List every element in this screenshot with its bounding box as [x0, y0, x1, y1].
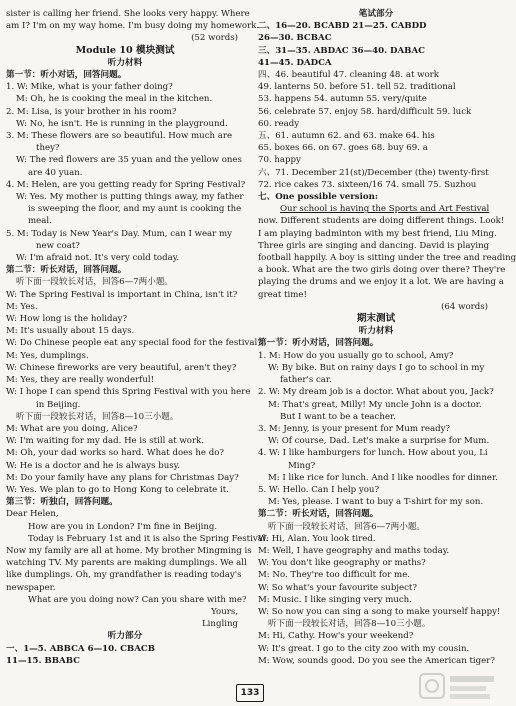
text-line: newspaper.: [6, 582, 56, 593]
text-line: 49. lanterns 50. before 51. tell 52. traditional: [258, 82, 456, 93]
text-line: M: I like rice for lunch. And I like noodles for dinner.: [268, 472, 498, 483]
text-line: 第二节：听长对话，回答问题。: [6, 265, 127, 276]
text-line: M: Wow, sounds good. Do you see the American tiger?: [258, 655, 495, 666]
text-line: a book. What are the two girls doing over there? They're: [258, 265, 506, 276]
text-line: 4. W: I like hamburgers for lunch. How about you, Li: [258, 448, 488, 459]
text-line: M: It's usually about 15 days.: [6, 326, 135, 337]
text-line: W: Of course, Dad. Let's make a surprise for Mum.: [268, 436, 490, 447]
text-line: 听力材料: [358, 326, 394, 337]
text-line: 第一节：听小对话，回答问题。: [258, 338, 379, 349]
text-line: (64 words): [441, 301, 488, 312]
text-line: 二、16—20. BCABD 21—25. CABDD: [258, 21, 427, 32]
text-line: M: No. They're too difficult for me.: [258, 570, 411, 581]
text-line: W: Chinese fireworks are very beautiful, aren't they?: [6, 362, 237, 373]
text-line: great time!: [258, 289, 307, 300]
text-line: 第二节：听长对话，回答问题。: [258, 509, 379, 520]
text-line: M: Yes, dumplings.: [6, 350, 89, 361]
text-line: Dear Helen,: [6, 509, 59, 520]
left-column: [6, 8, 269, 667]
text-line: W: He is a doctor and he is always busy.: [6, 460, 181, 471]
text-line: 1. W: Mike, what is your father doing?: [6, 82, 173, 93]
text-line: Module 10 模块测试: [75, 44, 175, 56]
text-line: M: Yes, they are really wonderful!: [6, 375, 155, 386]
text-line: M: Oh, he is cooking the meal in the kitchen.: [16, 94, 213, 105]
text-line: Our school is having the Sports and Art Festival: [280, 204, 490, 215]
text-line: playing the drums and we enjoy it a lot. We are having a: [258, 277, 504, 288]
watermark-logo-icon: [418, 670, 498, 704]
text-line: W: It's great. I go to the city zoo with my cousin.: [258, 643, 470, 654]
text-line: they?: [36, 143, 60, 154]
page-number: 133: [236, 684, 264, 702]
text-line: Three girls are singing and dancing. David is playing: [258, 240, 490, 251]
text-line: How are you in London? I'm fine in Beijing.: [28, 521, 218, 532]
text-line: M: What are you doing, Alice?: [6, 423, 138, 434]
text-line: Now my family are all at home. My brother Mingming is: [6, 545, 252, 556]
text-line: W: You don't like geography or maths?: [258, 558, 426, 569]
text-line: W: By bike. But on rainy days I go to school in my: [268, 362, 485, 373]
text-line: 5. M: Today is New Year's Day. Mum, can I wear my: [6, 228, 233, 239]
text-line: 三、31—35. ABDAC 36—40. DABAC: [258, 45, 425, 56]
text-line: 1. M: How do you usually go to school, Amy?: [258, 350, 454, 361]
text-line: W: So now you can sing a song to make yourself happy!: [258, 606, 501, 617]
text-line: M: Yes.: [6, 301, 38, 312]
text-line: 56. celebrate 57. enjoy 58. hard/difficult 59. luck: [258, 106, 472, 117]
text-line: 期末测试: [356, 313, 396, 325]
text-line: like dumplings. Oh, my grandfather is reading today's: [6, 570, 242, 581]
text-line: But I want to be a teacher.: [280, 411, 396, 422]
right-column: [258, 8, 516, 667]
text-line: 听力部分: [107, 631, 143, 642]
text-line: 听下面一段较长对话，回答8—10三小题。: [16, 411, 179, 422]
text-line: watching TV. My parents are making dumplings. We all: [6, 558, 247, 569]
text-line: now. Different students are doing different things. Look!: [258, 216, 505, 227]
text-line: W: The red flowers are 35 yuan and the yellow ones: [16, 155, 242, 166]
text-line: are 40 yuan.: [28, 167, 83, 178]
text-line: Lingling: [201, 619, 238, 630]
text-line: 4. M: Helen, are you getting ready for Spring Festival?: [6, 179, 246, 190]
text-line: M: Oh, your dad works so hard. What does he do?: [6, 448, 224, 459]
text-line: 一、1—5. ABBCA 6—10. CBACB: [6, 643, 155, 654]
text-line: 听下面一段较长对话，回答6—7两小题。: [16, 277, 174, 288]
text-line: W: Yes. We plan to go to Hong Kong to celebrate it.: [6, 484, 229, 495]
text-line: 5. W: Hello. Can I help you?: [258, 484, 380, 495]
text-line: 七、One possible version:: [258, 192, 379, 203]
text-line: M: Yes, please. I want to buy a T-shirt for my son.: [268, 497, 484, 508]
text-line: 六、71. December 21(st)/December (the) twenty-first: [258, 167, 489, 178]
text-line: (52 words): [191, 33, 238, 44]
text-line: W: No, he isn't. He is running in the playground.: [16, 118, 228, 129]
text-line: W: Do Chinese people eat any special food for the festival?: [6, 338, 262, 349]
text-line: I am playing badminton with my best friend, Liu Ming.: [258, 228, 497, 239]
text-line: 11—15. BBABC: [6, 655, 80, 666]
text-line: M: Do your family have any plans for Christmas Day?: [6, 472, 239, 483]
text-line: W: So what's your favourite subject?: [258, 582, 417, 593]
text-line: 60. ready: [258, 118, 300, 129]
text-line: 笔试部分: [358, 9, 394, 19]
text-line: sister is calling her friend. She looks very happy. Where: [6, 9, 250, 19]
text-line: 2. W: My dream job is a doctor. What about you, Jack?: [258, 387, 494, 398]
text-line: 41—45. DADCA: [258, 57, 332, 68]
text-line: 26—30. BCBAC: [258, 33, 332, 44]
text-line: Ming?: [288, 460, 316, 471]
text-line: Today is February 1st and it is also the Spring Festival.: [28, 533, 269, 544]
text-line: 听下面一段较长对话，回答6—7两小题。: [268, 521, 426, 532]
text-line: football happily. A boy is sitting under the tree and reading: [258, 253, 516, 264]
text-line: 3. M: Jenny, is your present for Mum ready?: [258, 423, 451, 434]
text-line: is sweeping the floor, and my aunt is cooking the: [28, 204, 242, 215]
text-line: meal.: [28, 216, 52, 227]
text-line: 听力材料: [107, 57, 143, 68]
text-line: W: The Spring Festival is important in China, isn't it?: [6, 289, 238, 300]
text-line: 第一节：听小对话，回答问题。: [6, 70, 127, 81]
text-line: W: I hope I can spend this Spring Festival with you here: [6, 387, 251, 398]
text-line: 2. M: Lisa, is your brother in his room?: [6, 106, 177, 117]
text-line: father's car.: [280, 375, 332, 386]
text-line: 72. rice cakes 73. sixteen/16 74. small 75. Suzhou: [258, 179, 477, 190]
text-line: 听下面一段较长对话，回答8—10三小题。: [268, 619, 431, 630]
text-line: am I? I'm on my way home. I'm busy doing my homework.: [6, 21, 260, 32]
text-line: W: I'm afraid not. It's very cold today.: [16, 253, 180, 264]
text-line: in Beijing.: [36, 399, 81, 410]
text-line: 70. happy: [258, 155, 301, 166]
text-line: 五、61. autumn 62. and 63. make 64. his: [258, 131, 435, 142]
text-line: W: Hi, Alan. You look tired.: [258, 533, 376, 544]
text-line: new coat?: [36, 240, 80, 251]
text-line: M: That's great, Milly! My uncle John is a doctor.: [268, 399, 482, 410]
text-line: W: Yes. My mother is putting things away, my father: [16, 192, 244, 203]
text-line: W: How long is the holiday?: [6, 314, 128, 325]
text-line: 65. boxes 66. on 67. goes 68. buy 69. a: [258, 143, 428, 154]
text-line: 第三节：听独白，回答问题。: [6, 497, 118, 508]
text-line: What are you doing now? Can you share with me?: [28, 594, 247, 605]
text-line: M: Music. I like singing very much.: [258, 594, 412, 605]
text-line: 四、46. beautiful 47. cleaning 48. at work: [258, 70, 440, 81]
text-line: 53. happens 54. autumn 55. very/quite: [258, 94, 427, 105]
text-line: Yours,: [211, 606, 238, 617]
text-line: M: Hi, Cathy. How's your weekend?: [258, 631, 414, 642]
text-line: 3. M: These flowers are so beautiful. How much are: [6, 131, 233, 142]
text-line: M: Well, I have geography and maths today.: [258, 545, 450, 556]
text-line: W: I'm waiting for my dad. He is still at work.: [6, 436, 204, 447]
